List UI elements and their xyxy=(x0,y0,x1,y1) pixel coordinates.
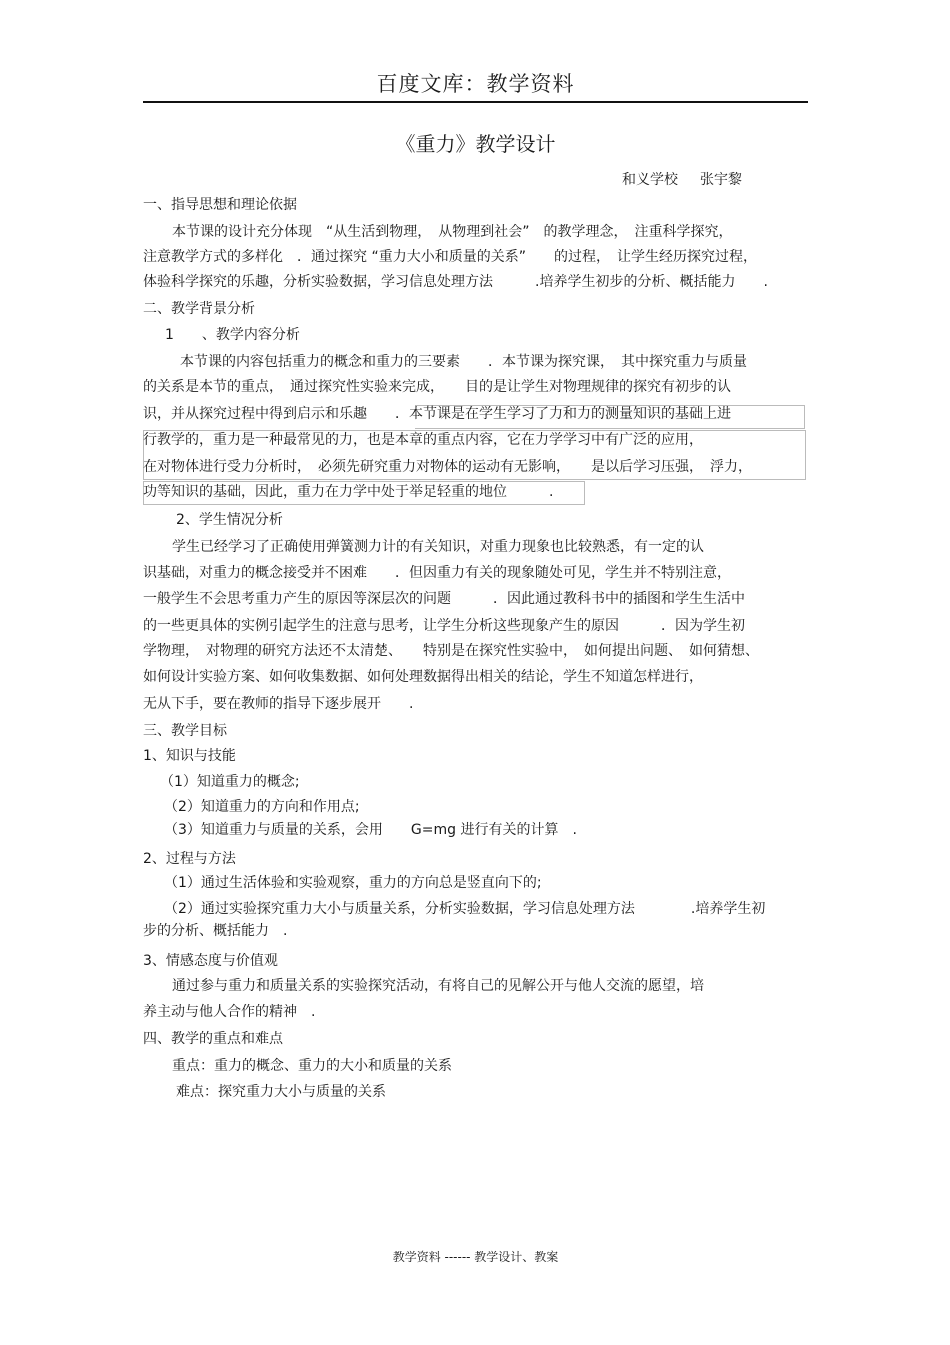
key-point-line: 重点：重力的概念、重力的大小和质量的关系 xyxy=(172,1058,452,1074)
paragraph-line: 无从下手，要在教师的指导下逐步展开 . xyxy=(143,696,414,712)
school-name: 和义学校 xyxy=(622,172,678,188)
header-divider xyxy=(143,101,808,103)
paragraph-line: 体验科学探究的乐趣，分析实验数据，学习信息处理方法 .培养学生初步的分析、概括能力 . xyxy=(143,274,768,290)
list-item: （1）通过生活体验和实验观察，重力的方向总是竖直向下的; xyxy=(164,875,542,891)
paragraph-line: 学物理， 对物理的研究方法还不太清楚、 特别是在探究性实验中， 如何提出问题、 如何猜想、 xyxy=(143,643,759,659)
list-item: （1）知道重力的概念; xyxy=(160,774,300,790)
list-item: （2）通过实验探究重力大小与质量关系，分析实验数据，学习信息处理方法 .培养学生初 xyxy=(164,901,766,917)
paragraph-line: 识基础，对重力的概念接受并不困难 ．但因重力有关的现象随处可见，学生并不特别注意， xyxy=(143,565,731,581)
difficulty-line: 难点：探究重力大小与质量的关系 xyxy=(176,1084,386,1100)
paragraph-line: 养主动与他人合作的精神 . xyxy=(143,1004,316,1020)
paragraph-line: 本节课的设计充分体现 “从生活到物理， 从物理到社会” 的教学理念， 注重科学探究， xyxy=(172,224,733,240)
paragraph-line: 学生已经学习了正确使用弹簧测力计的有关知识，对重力现象也比较熟悉，有一定的认 xyxy=(172,539,704,555)
paragraph-line: 行教学的，重力是一种最常见的力，也是本章的重点内容，它在力学学习中有广泛的应用， xyxy=(143,432,703,448)
paragraph-line: 的一些更具体的实例引起学生的注意与思考，让学生分析这些现象产生的原因 ．因为学生初 xyxy=(143,618,745,634)
page-header: 百度文库：教学资料 xyxy=(376,72,575,96)
paragraph-line: 一般学生不会思考重力产生的原因等深层次的问题 ．因此通过教科书中的插图和学生生活中 xyxy=(143,591,745,607)
author-name: 张宇黎 xyxy=(700,172,742,188)
paragraph-line: 识，并从探究过程中得到启示和乐趣 ．本节课是在学生学习了力和力的测量知识的基础上进 xyxy=(143,406,731,422)
page-footer: 教学资料 ------ 教学设计、教案 xyxy=(392,1250,559,1264)
subsection-heading: 3、情感态度与价值观 xyxy=(143,953,278,969)
section-heading: 四、教学的重点和难点 xyxy=(143,1031,283,1047)
paragraph-line: 在对物体进行受力分析时， 必须先研究重力对物体的运动有无影响， 是以后学习压强， 浮力， xyxy=(143,459,752,475)
list-item: （3）知道重力与质量的关系，会用 G=mg 进行有关的计算 . xyxy=(164,822,577,838)
paragraph-line: 通过参与重力和质量关系的实验探究活动，有将自己的见解公开与他人交流的愿望，培 xyxy=(172,978,704,994)
paragraph-line: 注意教学方式的多样化 ．通过探究 “重力大小和质量的关系” 的过程， 让学生经历探究过程， xyxy=(143,249,757,265)
paragraph-line: 本节课的内容包括重力的概念和重力的三要素 ．本节课为探究课， 其中探究重力与质量 xyxy=(180,354,747,370)
section-heading: 一、指导思想和理论依据 xyxy=(143,197,297,213)
paragraph-line: 的关系是本节的重点， 通过探究性实验来完成， 目的是让学生对物理规律的探究有初步的认 xyxy=(143,379,731,395)
section-heading: 三、教学目标 xyxy=(143,723,227,739)
subsection-heading: 2、过程与方法 xyxy=(143,851,236,867)
author-line xyxy=(622,169,764,189)
subsection-heading: 1 、教学内容分析 xyxy=(165,327,300,343)
paragraph-line: 功等知识的基础，因此，重力在力学中处于举足轻重的地位 . xyxy=(143,484,554,500)
paragraph-line: 如何设计实验方案、如何收集数据、如何处理数据得出相关的结论，学生不知道怎样进行， xyxy=(143,669,703,685)
paragraph-line: 步的分析、概括能力 . xyxy=(143,923,288,939)
subsection-heading: 2、学生情况分析 xyxy=(176,512,283,528)
subsection-heading: 1、知识与技能 xyxy=(143,748,236,764)
document-title: 《重力》教学设计 xyxy=(395,132,556,156)
section-heading: 二、教学背景分析 xyxy=(143,301,255,317)
list-item: （2）知道重力的方向和作用点; xyxy=(164,799,360,815)
